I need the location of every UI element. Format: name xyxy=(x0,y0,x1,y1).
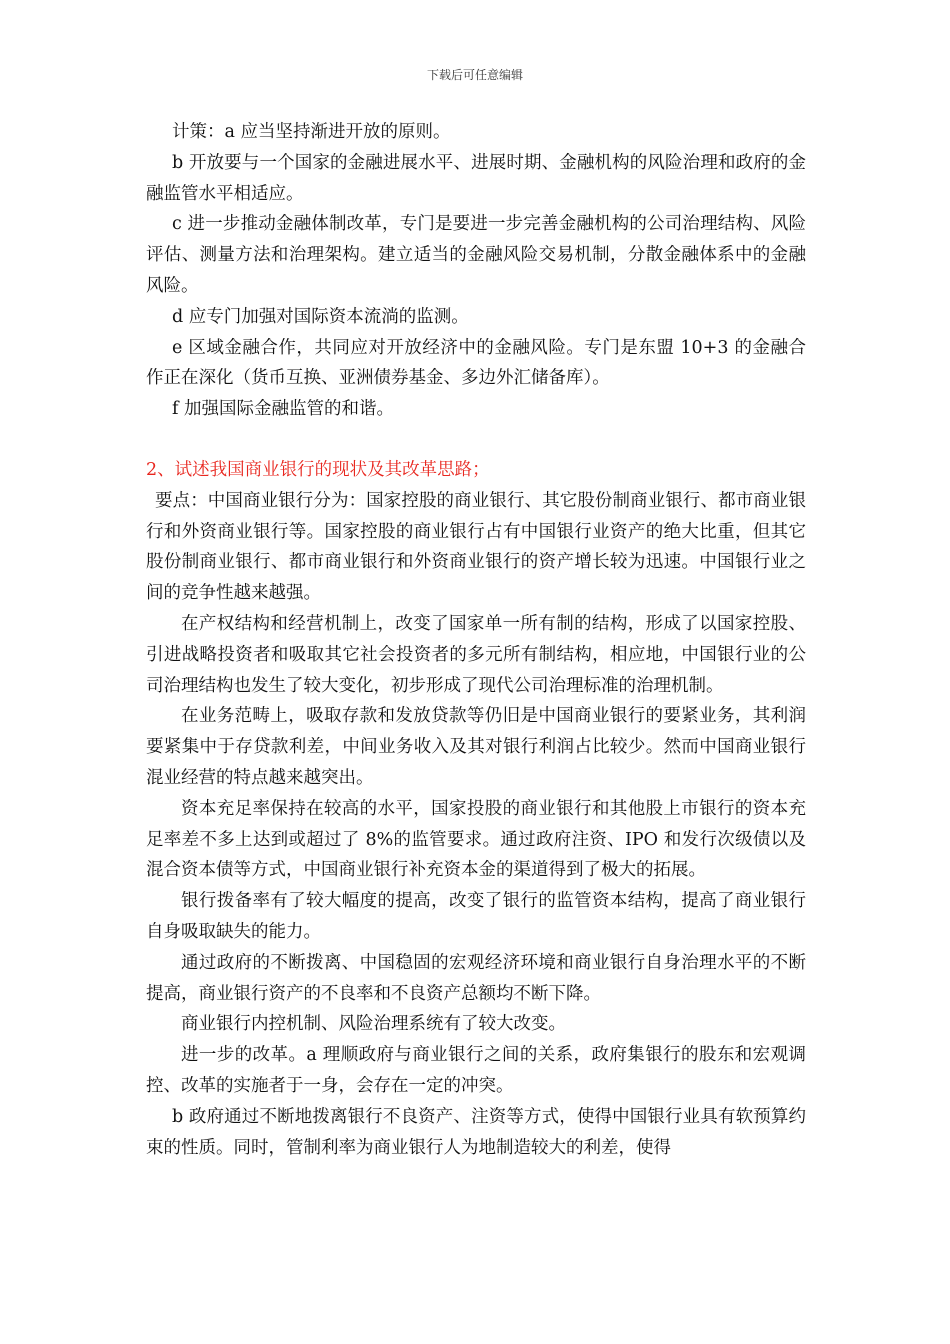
paragraph: e 区域金融合作，共同应对开放经济中的金融风险。专门是东盟 10+3 的金融合作正在深化（货币互换、亚洲债券基金、多边外汇储备库）。 xyxy=(146,337,806,389)
paragraph: 进一步的改革。a 理顺政府与商业银行之间的关系，政府集银行的股东和宏观调控、改革的实施者于一身，会存在一定的冲突。 xyxy=(146,1045,806,1096)
paragraph: c 进一步推动金融体制改革，专门是要进一步完善金融机构的公司治理结构、风险评估、测量方法和治理架构。建立适当的金融风险交易机制，分散金融体系中的金融风险。 xyxy=(146,214,806,296)
paragraph: d 应专门加强对国际资本流淌的监测。 xyxy=(172,306,469,327)
document-body xyxy=(146,117,806,1163)
paragraph: 要点：中国商业银行分为：国家控股的商业银行、其它股份制商业银行、都市商业银行和外资商业银行等。国家控股的商业银行占有中国银行业资产的绝大比重，但其它股份制商业银行、都市商业银行和外资商业银行的资产增长较为迅速。中国银行业之间的竞争性越来越强。 xyxy=(146,490,806,604)
page-header: 下载后可任意编辑 xyxy=(426,68,523,82)
paragraph: f 加强国际金融监管的和谐。 xyxy=(172,399,395,420)
paragraph: 银行拨备率有了较大幅度的提高，改变了银行的监管资本结构，提高了商业银行自身吸取缺失的能力。 xyxy=(146,891,806,942)
section-heading: 2、试述我国商业银行的现状及其改革思路； xyxy=(146,459,490,480)
paragraph: 商业银行内控机制、风险治理系统有了较大改变。 xyxy=(181,1014,566,1035)
paragraph: b 开放要与一个国家的金融进展水平、进展时期、金融机构的风险治理和政府的金融监管水平相适应。 xyxy=(146,152,806,204)
paragraph: b 政府通过不断地拨离银行不良资产、注资等方式，使得中国银行业具有软预算约束的性质。同时，管制利率为商业银行人为地制造较大的利差，使得 xyxy=(146,1106,806,1158)
paragraph: 在产权结构和经营机制上，改变了国家单一所有制的结构，形成了以国家控股、引进战略投资者和吸取其它社会投资者的多元所有制结构，相应地，中国银行业的公司治理结构也发生了较大变化，初步形成了现代公司治理标准的治理机制。 xyxy=(146,613,806,696)
paragraph: 资本充足率保持在较高的水平，国家投股的商业银行和其他股上市银行的资本充足率差不多上达到或超过了 8%的监管要求。通过政府注资、IPO 和发行次级债以及混合资本债等方式，中国商业银行补充资本金的渠道得到了极大的拓展。 xyxy=(146,798,806,881)
paragraph: 在业务范畴上，吸取存款和发放贷款等仍旧是中国商业银行的要紧业务，其利润要紧集中于存贷款利差，中间业务收入及其对银行利润占比较少。然而中国商业银行混业经营的特点越来越突出。 xyxy=(146,706,806,788)
paragraph: 计策：a 应当坚持渐进开放的原则。 xyxy=(172,122,451,142)
paragraph: 通过政府的不断拨离、中国稳固的宏观经济环境和商业银行自身治理水平的不断提高，商业银行资产的不良率和不良资产总额均不断下降。 xyxy=(146,952,806,1004)
